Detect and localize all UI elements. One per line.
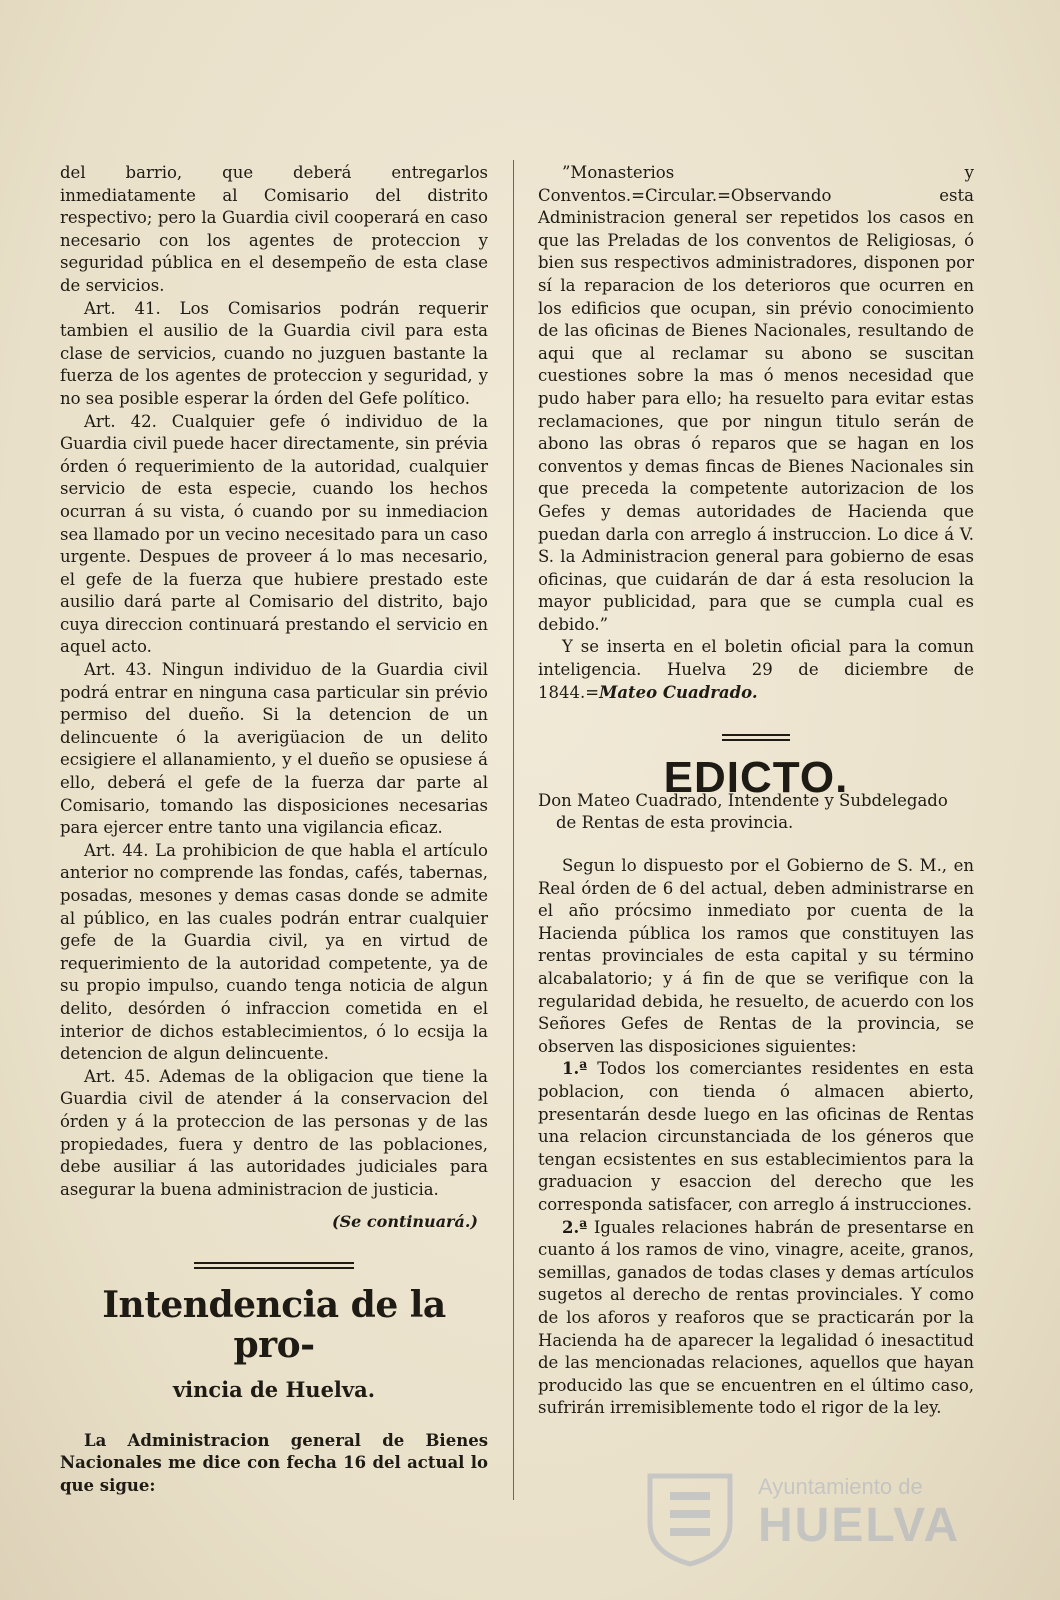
left-column: [60, 162, 488, 1497]
edict-item-2: [538, 1217, 974, 1420]
intro-paragraph: La Administracion general de Bienes Nacionales me dice con fecha 16 del actual lo que sigue:: [60, 1430, 488, 1495]
continued-note: (Se continuará.): [332, 1212, 478, 1232]
insertion-note: [538, 636, 974, 704]
edict-title: EDICTO.: [663, 753, 849, 803]
circular-text: ”Monasterios y Conventos.=Circular.=Observando esta Administracion general ser repetidos los casos en que las Preladas de los conventos de Religiosas, ó bien sus respectivos administradores, disponen por sí la reparacion de los deterioros que ocurren en los edificios que ocupan, sin prévio conocimiento de las oficinas de Bienes Nacionales, resultando de aqui que al reclamar su abono se suscitan cuestiones sobre la mas ó menos necesidad que pudo haber para ello; ha resuelto para evitar estas reclamaciones, que por ningun titulo serán de abono las obras ó reparos que se hagan en los conventos y demas fincas de Bienes Nacionales sin que preceda la competente autorizacion de los Gefes y demas autoridades de Hacienda que puedan darla con arreglo á instruccion. Lo dice á V. S. la Administracion general para gobierno de esas oficinas, que cuidarán de dar á esta resolucion la mayor publicidad, para que se cumpla cual es debido.”: [538, 163, 974, 634]
article-45: Art. 45. Ademas de la obligacion que tiene la Guardia civil de atender á la conservacion del órden y á la proteccion de las personas y de las propiedades, fuera y dentro de las poblaciones, debe ausiliar á las autoridades judiciales para asegurar la buena administracion de justicia.: [60, 1066, 488, 1199]
section-subheading: vincia de Huelva.: [172, 1376, 376, 1402]
watermark-line-1: Ayuntamiento de: [758, 1474, 923, 1499]
item-text: Todos los comerciantes residentes en esta poblacion, con tienda ó almacen abierto, presentarán desde luego en las oficinas de Rentas una relacion circunstanciada de los géneros que tengan ecsistentes en sus establecimientos para la graduacion y esaccion del derecho que les corresponda satisfacer, con arreglo á instrucciones.: [538, 1059, 974, 1214]
shield-icon: [640, 1468, 740, 1568]
right-column: [538, 162, 974, 1420]
edict-item-1: [538, 1058, 974, 1216]
insertion-text: Y se inserta en el boletin oficial para la comun inteligencia. Huelva 29 de diciembre de 1844.=: [538, 637, 974, 702]
archive-watermark: [640, 1468, 970, 1568]
edict-byline-continued: de Rentas de esta provincia.: [556, 813, 794, 833]
article-41: Art. 41. Los Comisarios podrán requerir tambien el ausilio de la Guardia civil para esta clase de servicios, cuando no juzguen bastante la fuerza de los agentes de proteccion y seguridad, y no sea posible esperar la órden del Gefe político.: [60, 298, 488, 408]
article-43: Art. 43. Ningun individuo de la Guardia civil podrá entrar en ninguna casa particular sin prévio permiso del dueño. Si la detencion de un delincuente ó la averigüacion de un delito ecsigiere el allanamiento, y el dueño se opusiese á ello, deberá el gefe de la fuerza dar parte al Comisario, tomando las disposiciones necesarias para ejercer entre tanto una vigilancia eficaz.: [60, 660, 488, 838]
item-text: Iguales relaciones habrán de presentarse en cuanto á los ramos de vino, vinagre, aceite, granos, semillas, ganados de todas clases y demas artículos sugetos al derecho de rentas provinciales. Y como de los aforos y reaforos que se practicarán por la Hacienda ha de aparecer la legalidad ó inesactitud de las mencionadas relaciones, aquellos que hayan producido las que se encuentren en el último caso, sufrirán irremisiblemente todo el rigor de la ley.: [538, 1217, 974, 1418]
item-number: 1.ª: [562, 1059, 588, 1079]
paragraph-continuation: del barrio, que deberá entregarlos inmediatamente al Comisario del distrito respectivo; pero la Guardia civil cooperará en caso necesario con los agentes de proteccion y seguridad pública en el desempeño de esta clase de servicios.: [60, 163, 488, 295]
item-number: 2.ª: [562, 1217, 588, 1237]
section-divider: [194, 1262, 354, 1269]
section-heading: Intendencia de la pro-: [102, 1283, 446, 1366]
edict-divider: [722, 734, 790, 741]
article-42: Art. 42. Cualquier gefe ó individuo de la Guardia civil puede hacer directamente, sin prévia órden ó requerimiento de la autoridad, cualquier servicio de esta especie, cuando los hechos ocurran á su vista, ó cuando por su inmediacion sea llamado por un vecino necesitado para un caso urgente. Despues de proveer á lo mas necesario, el gefe de la fuerza que hubiere prestado este ausilio dará parte al Comisario del distrito, bajo cuya direccion continuará prestando el servicio en aquel acto.: [60, 411, 488, 657]
article-44: Art. 44. La prohibicion de que habla el artículo anterior no comprende las fondas, cafés, tabernas, posadas, mesones y demas casas donde se admite al público, en las cuales podrán entrar cualquier gefe de la Guardia civil, ya en virtud de requerimiento de la autoridad competente, ya de su propio impulso, cuando tenga noticia de algun delito, desórden ó infraccion cometida en el interior de dichos establecimientos, ó lo ecsija la detencion de algun delincuente.: [60, 840, 488, 1064]
edict-lead-paragraph: Segun lo dispuesto por el Gobierno de S. M., en Real órden de 6 del actual, deben administrarse en el año prócsimo inmediato por cuenta de la Hacienda pública los ramos que constituyen las rentas provinciales de esta capital y su término alcabalatorio; y á fin de que se verifique con la regularidad debida, he resuelto, de acuerdo con los Señores Gefes de Rentas de la provincia, se observen las disposiciones siguientes:: [538, 856, 974, 1056]
edict-byline: Don Mateo Cuadrado, Intendente y Subdelegado: [538, 790, 948, 810]
column-divider: [513, 160, 514, 1500]
signature: Mateo Cuadrado.: [599, 682, 758, 702]
watermark-line-2: HUELVA: [758, 1499, 961, 1552]
